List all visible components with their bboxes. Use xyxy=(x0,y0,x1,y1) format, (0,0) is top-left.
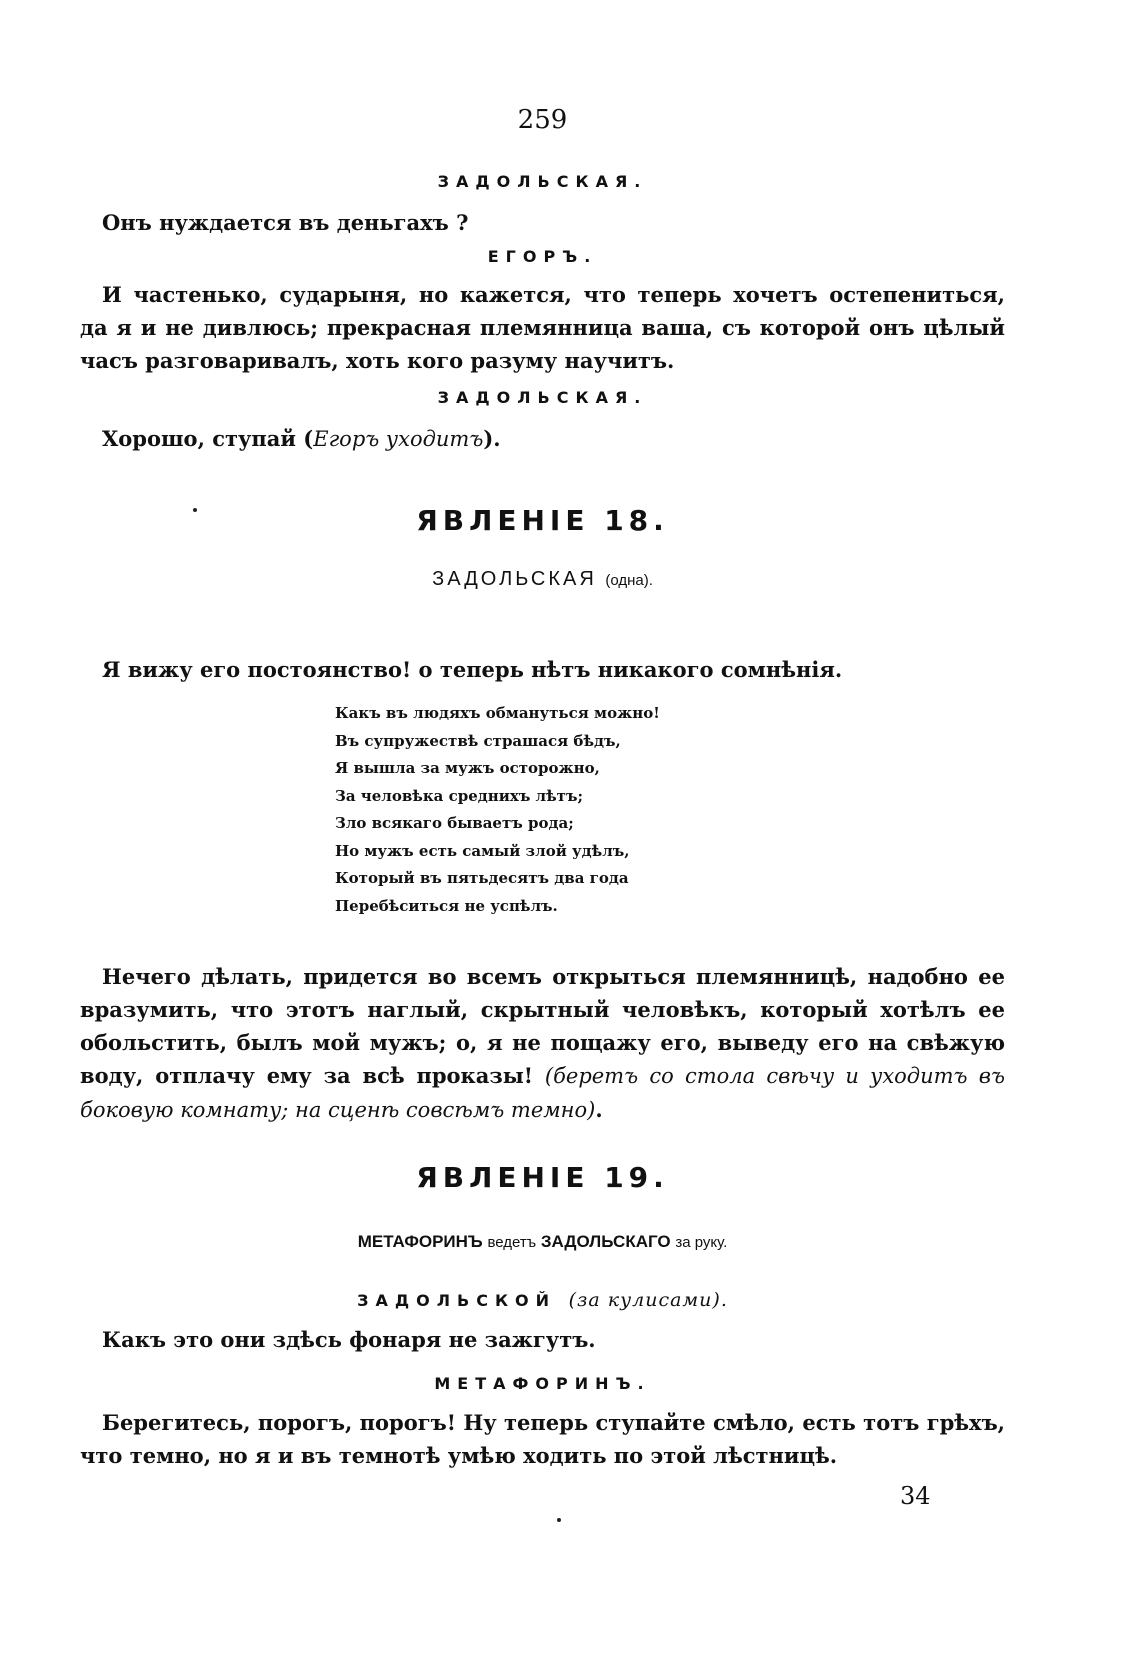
dialogue-line: Онъ нуждается въ деньгахъ ? xyxy=(102,210,469,235)
verse-line: Какъ въ людяхъ обмануться можно! xyxy=(335,704,660,722)
dialogue-text: Нечего дѣлать, придется во всемъ открыться племянницѣ, надобно ее вразумить, что этотъ наглый, скрытный человѣкъ, который хотѣлъ ее обольстить, былъ мой мужъ; о, я не пощажу его, выведу его на свѣжую воду, отплачу ему за всѣ проказы! xyxy=(80,964,1005,1088)
speaker-heading: МЕТАФОРИНЪ. xyxy=(434,1374,651,1393)
character-name: ЗАДОЛЬСКАЯ xyxy=(432,568,597,590)
character-note: за руку. xyxy=(675,1234,728,1251)
dialogue-text: Хорошо, ступай ( xyxy=(102,426,314,451)
character-name: ЗАДОЛЬСКАГО xyxy=(540,1232,671,1251)
character-note: (одна). xyxy=(605,572,653,589)
page-number: 259 xyxy=(517,105,568,135)
dialogue-line: Я вижу его постоянство! о теперь нѣтъ никакого сомнѣнія. xyxy=(102,657,843,682)
dialogue-line: Берегитесь, порогъ, порогъ! Ну теперь ступайте смѣло, есть тотъ грѣхъ, что темно, но я и въ темнотѣ умѣю ходить по этой лѣстницѣ. xyxy=(80,1410,1005,1468)
dialogue-text: ). xyxy=(483,426,501,451)
speaker-heading xyxy=(0,1289,1085,1311)
character-name: МЕТАФОРИНЪ xyxy=(357,1232,483,1251)
dialogue-line xyxy=(80,960,1005,1127)
verse-block xyxy=(335,700,755,920)
verse-line: Перебѣситься не успѣлъ. xyxy=(335,896,558,915)
signature-mark: 34 xyxy=(900,1482,931,1510)
character-line xyxy=(0,1232,1085,1252)
verse-line: Я вышла за мужъ осторожно, xyxy=(335,759,600,777)
character-line xyxy=(0,568,1085,591)
scene-heading: ЯВЛЕНІЕ 18. xyxy=(416,504,669,537)
dialogue-line: Какъ это они здѣсь фонаря не зажгутъ. xyxy=(102,1327,596,1352)
ink-speck xyxy=(557,1518,561,1522)
character-note: ведетъ xyxy=(487,1234,537,1251)
dialogue-line: И частенько, сударыня, но кажется, что теперь хочетъ остепениться, да я и не дивлюсь; прекрасная племянница ваша, съ которой онъ цѣлый часъ разговаривалъ, хоть кого разуму научитъ. xyxy=(80,282,1005,373)
verse-line: Зло всякаго бываетъ рода; xyxy=(335,814,574,832)
verse-line: Въ супружествѣ страшася бѣдъ, xyxy=(335,731,621,750)
speaker-name: ЗАДОЛЬСКОЙ xyxy=(357,1291,557,1310)
stage-direction: (за кулисами). xyxy=(568,1289,728,1311)
speaker-heading: ЗАДОЛЬСКАЯ. xyxy=(437,388,648,407)
speaker-heading: ЕГОРЪ. xyxy=(487,247,598,266)
dialogue-line xyxy=(80,422,1005,456)
verse-line: Который въ пятьдесятъ два года xyxy=(335,869,629,887)
dialogue-text: . xyxy=(595,1097,603,1122)
verse-line: Но мужъ есть самый злой удѣлъ, xyxy=(335,841,630,860)
stage-direction: (беретъ со стола свѣчу и уходитъ въ боковую комнату; на сценѣ совсѣмъ темно) xyxy=(80,1064,1005,1122)
stage-direction: Егоръ уходитъ xyxy=(313,427,484,451)
scene-heading: ЯВЛЕНІЕ 19. xyxy=(416,1161,669,1194)
speaker-heading: ЗАДОЛЬСКАЯ. xyxy=(437,172,648,191)
verse-line: За человѣка среднихъ лѣтъ; xyxy=(335,786,584,805)
